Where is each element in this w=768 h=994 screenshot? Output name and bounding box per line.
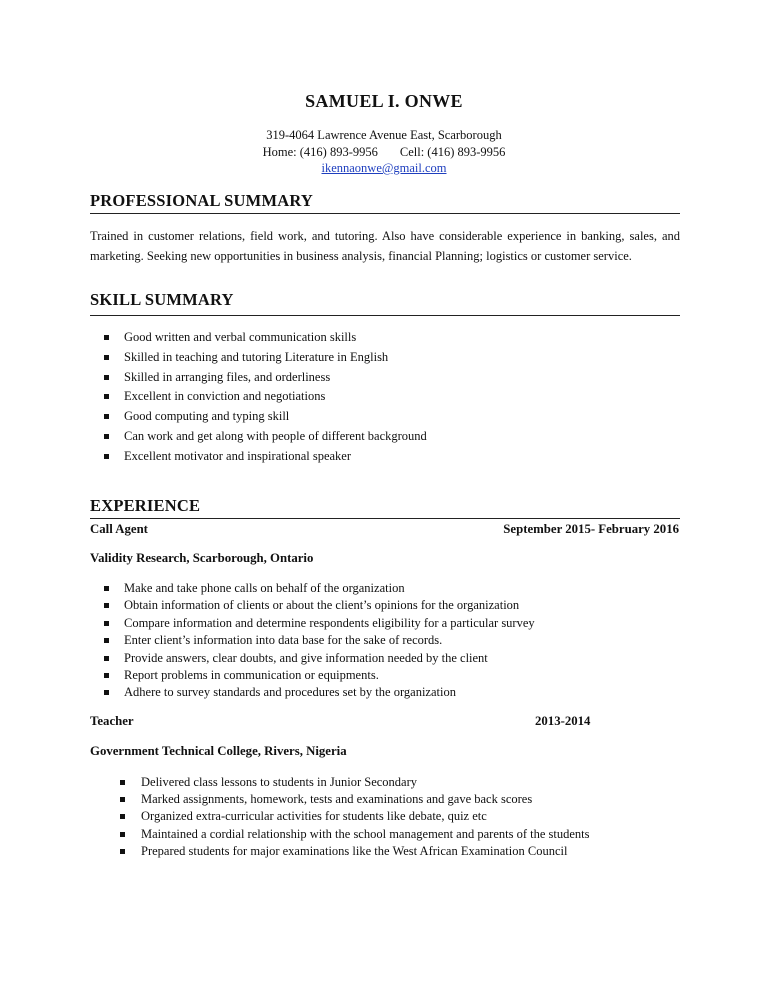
list-item: Adhere to survey standards and procedures set by the organization	[124, 684, 680, 701]
section-divider	[90, 213, 680, 214]
job-duties-list	[141, 774, 679, 860]
job-employer: Validity Research, Scarborough, Ontario	[90, 551, 314, 565]
list-item: Compare information and determine respondents eligibility for a particular survey	[124, 615, 680, 632]
list-item: Make and take phone calls on behalf of the organization	[124, 580, 680, 597]
list-item: Good computing and typing skill	[124, 407, 680, 427]
list-item: Report problems in communication or equipments.	[124, 667, 680, 684]
contact-block	[0, 127, 768, 177]
section-divider	[90, 518, 680, 519]
email-link[interactable]: ikennaonwe@gmail.com	[321, 161, 447, 175]
job-role: Call Agent	[90, 522, 148, 536]
experience-heading: EXPERIENCE	[90, 496, 201, 515]
list-item: Organized extra-curricular activities for students like debate, quiz etc	[141, 808, 679, 825]
candidate-name: SAMUEL I. ONWE	[305, 91, 463, 111]
skill-summary-heading: SKILL SUMMARY	[90, 290, 234, 309]
list-item: Excellent in conviction and negotiations	[124, 387, 680, 407]
list-item: Skilled in arranging files, and orderliness	[124, 368, 680, 388]
list-item: Delivered class lessons to students in Junior Secondary	[141, 774, 679, 791]
job-duties-list	[124, 580, 680, 702]
cell-phone: Cell: (416) 893-9956	[399, 144, 506, 159]
list-item: Prepared students for major examinations like the West African Examination Council	[141, 843, 679, 860]
list-item: Can work and get along with people of different background	[124, 427, 680, 447]
list-item: Maintained a cordial relationship with the school management and parents of the students	[141, 826, 679, 843]
list-item: Excellent motivator and inspirational speaker	[124, 447, 680, 467]
list-item: Provide answers, clear doubts, and give information needed by the client	[124, 650, 680, 667]
list-item: Enter client’s information into data base for the sake of records.	[124, 632, 680, 649]
address-line: 319-4064 Lawrence Avenue East, Scarborough	[266, 128, 502, 142]
home-phone: Home: (416) 893-9956	[262, 144, 378, 159]
professional-summary-text: Trained in customer relations, field work, and tutoring. Also have considerable experience in banking, sales, and marketing. Seeking new opportunities in business analysis, financial Planning; logistics or customer service.	[90, 229, 680, 263]
job-role: Teacher	[90, 714, 134, 728]
list-item: Good written and verbal communication skills	[124, 328, 680, 348]
list-item: Obtain information of clients or about the client’s opinions for the organization	[124, 597, 680, 614]
list-item: Skilled in teaching and tutoring Literature in English	[124, 348, 680, 368]
job-dates: 2013-2014	[535, 714, 591, 728]
phone-line	[0, 144, 768, 161]
professional-summary-heading: PROFESSIONAL SUMMARY	[90, 191, 313, 210]
skill-list	[124, 328, 680, 467]
section-divider	[90, 315, 680, 316]
list-item: Marked assignments, homework, tests and examinations and gave back scores	[141, 791, 679, 808]
job-dates: September 2015- February 2016	[503, 522, 679, 536]
job-employer: Government Technical College, Rivers, Nigeria	[90, 744, 347, 758]
